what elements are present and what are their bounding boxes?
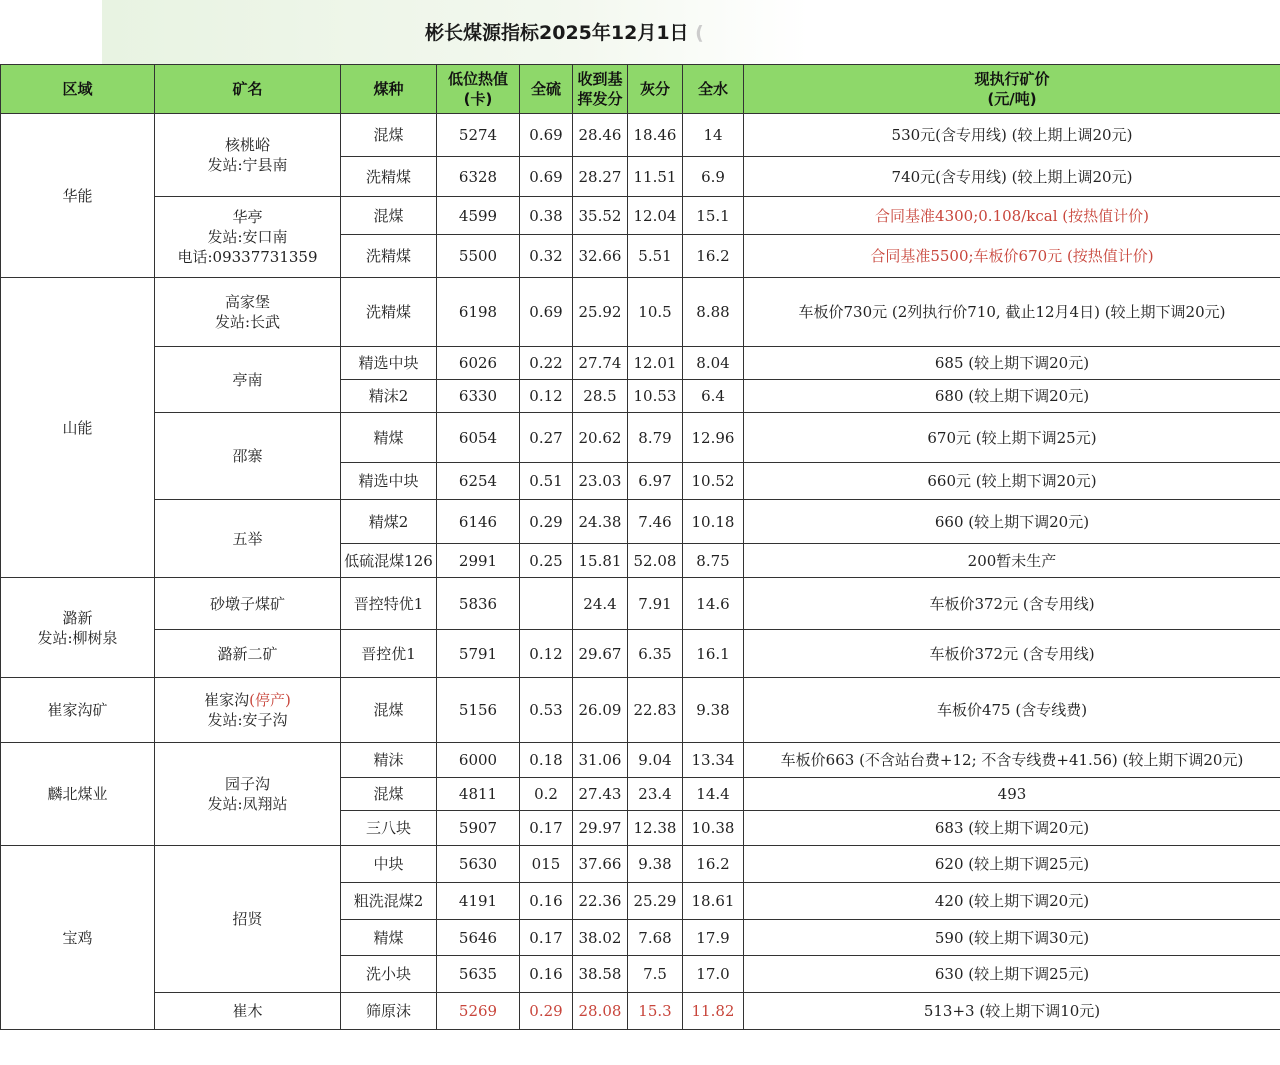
ash-cell: 25.29 [628,883,683,920]
water-cell: 14.4 [683,778,744,811]
table-row [1,500,1280,544]
heat-cell: 6026 [437,347,520,380]
table-row [1,678,1280,743]
header-price: 现执行矿价 (元/吨) [744,65,1280,114]
volatile-cell: 35.52 [573,197,628,235]
table-row [1,630,1280,678]
table-row [1,993,1280,1030]
heat-cell: 6054 [437,413,520,463]
coal-type-cell: 混煤 [341,114,437,157]
coal-index-table [0,64,1280,1030]
water-cell: 15.1 [683,197,744,235]
heat-cell: 5836 [437,578,520,630]
heat-cell: 6328 [437,157,520,197]
sulfur-cell: 0.2 [520,778,573,811]
mine-cell: 砂墩子煤矿 [155,578,341,630]
heat-cell: 5269 [437,993,520,1030]
heat-cell: 6000 [437,743,520,778]
price-cell: 590 (较上期下调30元) [744,920,1280,956]
volatile-cell: 24.38 [573,500,628,544]
sulfur-cell: 0.12 [520,380,573,413]
page-title: 彬长煤源指标2025年12月1日 ( [425,22,704,44]
mine-cell: 华亭 发站:安口南 电话:09337731359 [155,197,341,278]
volatile-cell: 28.46 [573,114,628,157]
water-cell: 8.88 [683,278,744,347]
price-cell: 合同基准4300;0.108/kcal (按热值计价) [744,197,1280,235]
water-cell: 10.38 [683,811,744,846]
footer-blank [0,1030,1280,1065]
heat-cell: 4811 [437,778,520,811]
heat-cell: 6254 [437,463,520,500]
water-cell: 12.96 [683,413,744,463]
heat-cell: 4599 [437,197,520,235]
sulfur-cell: 0.25 [520,544,573,578]
sulfur-cell: 0.29 [520,993,573,1030]
heat-cell: 6146 [437,500,520,544]
coal-type-cell: 洗精煤 [341,235,437,278]
sulfur-cell: 0.53 [520,678,573,743]
ash-cell: 6.97 [628,463,683,500]
sulfur-cell: 0.32 [520,235,573,278]
table-row [1,114,1280,157]
coal-type-cell: 三八块 [341,811,437,846]
header-volatile: 收到基 挥发分 [573,65,628,114]
price-cell: 车板价730元 (2列执行价710, 截止12月4日) (较上期下调20元) [744,278,1280,347]
region-cell: 潞新 发站:柳树泉 [1,578,155,678]
volatile-cell: 27.43 [573,778,628,811]
heat-cell: 5630 [437,846,520,883]
volatile-cell: 28.27 [573,157,628,197]
ash-cell: 9.04 [628,743,683,778]
coal-type-cell: 粗洗混煤2 [341,883,437,920]
coal-type-cell: 筛原沫 [341,993,437,1030]
sulfur-cell: 0.38 [520,197,573,235]
table-row [1,197,1280,235]
coal-type-cell: 混煤 [341,778,437,811]
ash-cell: 7.68 [628,920,683,956]
price-cell: 660 (较上期下调20元) [744,500,1280,544]
water-cell: 17.0 [683,956,744,993]
heat-cell: 5500 [437,235,520,278]
volatile-cell: 37.66 [573,846,628,883]
volatile-cell: 38.58 [573,956,628,993]
volatile-cell: 31.06 [573,743,628,778]
price-cell: 740元(含专用线) (较上期上调20元) [744,157,1280,197]
water-cell: 10.18 [683,500,744,544]
water-cell: 8.75 [683,544,744,578]
ash-cell: 8.79 [628,413,683,463]
water-cell: 8.04 [683,347,744,380]
table-row [1,846,1280,883]
coal-type-cell: 精煤 [341,920,437,956]
volatile-cell: 15.81 [573,544,628,578]
volatile-cell: 22.36 [573,883,628,920]
coal-type-cell: 低硫混煤126 [341,544,437,578]
sulfur-cell: 0.69 [520,157,573,197]
water-cell: 6.9 [683,157,744,197]
price-cell: 630 (较上期下调25元) [744,956,1280,993]
ash-cell: 6.35 [628,630,683,678]
coal-type-cell: 精沫2 [341,380,437,413]
ash-cell: 10.53 [628,380,683,413]
heat-cell: 4191 [437,883,520,920]
sulfur-cell: 0.29 [520,500,573,544]
ash-cell: 12.04 [628,197,683,235]
sulfur-cell: 0.17 [520,811,573,846]
heat-cell: 6330 [437,380,520,413]
price-cell: 合同基准5500;车板价670元 (按热值计价) [744,235,1280,278]
price-cell: 车板价372元 (含专用线) [744,578,1280,630]
water-cell: 18.61 [683,883,744,920]
price-cell: 670元 (较上期下调25元) [744,413,1280,463]
header-ash: 灰分 [628,65,683,114]
water-cell: 16.1 [683,630,744,678]
region-cell: 华能 [1,114,155,278]
table-row [1,278,1280,347]
volatile-cell: 29.67 [573,630,628,678]
coal-type-cell: 精选中块 [341,463,437,500]
header-region: 区域 [1,65,155,114]
header-water: 全水 [683,65,744,114]
mine-cell: 高家堡 发站:长武 [155,278,341,347]
sulfur-cell: 015 [520,846,573,883]
water-cell: 17.9 [683,920,744,956]
water-cell: 10.52 [683,463,744,500]
sulfur-cell: 0.16 [520,883,573,920]
heat-cell: 5635 [437,956,520,993]
ash-cell: 15.3 [628,993,683,1030]
price-cell: 685 (较上期下调20元) [744,347,1280,380]
table-row [1,743,1280,778]
header-mine: 矿名 [155,65,341,114]
coal-type-cell: 洗小块 [341,956,437,993]
coal-type-cell: 混煤 [341,197,437,235]
price-cell: 420 (较上期下调20元) [744,883,1280,920]
water-cell: 11.82 [683,993,744,1030]
coal-type-cell: 精选中块 [341,347,437,380]
sulfur-cell: 0.51 [520,463,573,500]
region-cell: 麟北煤业 [1,743,155,846]
ash-cell: 23.4 [628,778,683,811]
heat-cell: 5791 [437,630,520,678]
sulfur-cell: 0.69 [520,278,573,347]
mine-cell: 邵寨 [155,413,341,500]
mine-cell: 五举 [155,500,341,578]
sulfur-cell: 0.17 [520,920,573,956]
header-row [1,65,1280,114]
volatile-cell: 38.02 [573,920,628,956]
coal-type-cell: 精煤 [341,413,437,463]
ash-cell: 12.38 [628,811,683,846]
coal-type-cell: 晋控特优1 [341,578,437,630]
mine-cell: 核桃峪 发站:宁县南 [155,114,341,197]
coal-type-cell: 洗精煤 [341,278,437,347]
ash-cell: 10.5 [628,278,683,347]
ash-cell: 52.08 [628,544,683,578]
header-coal-type: 煤种 [341,65,437,114]
mine-cell: 园子沟 发站:凤翔站 [155,743,341,846]
price-cell: 车板价475 (含专线费) [744,678,1280,743]
price-cell: 620 (较上期下调25元) [744,846,1280,883]
table-row [1,578,1280,630]
sulfur-cell: 0.12 [520,630,573,678]
status-badge: (停产) [249,691,291,709]
region-cell: 宝鸡 [1,846,155,1030]
mine-cell: 招贤 [155,846,341,993]
sulfur-cell: 0.27 [520,413,573,463]
volatile-cell: 20.62 [573,413,628,463]
ash-cell: 7.5 [628,956,683,993]
volatile-cell: 29.97 [573,811,628,846]
heat-cell: 5156 [437,678,520,743]
ash-cell: 9.38 [628,846,683,883]
price-cell: 683 (较上期下调20元) [744,811,1280,846]
volatile-cell: 27.74 [573,347,628,380]
heat-cell: 5274 [437,114,520,157]
water-cell: 9.38 [683,678,744,743]
sulfur-cell: 0.22 [520,347,573,380]
volatile-cell: 28.5 [573,380,628,413]
coal-type-cell: 洗精煤 [341,157,437,197]
ash-cell: 7.91 [628,578,683,630]
price-cell: 200暂未生产 [744,544,1280,578]
volatile-cell: 28.08 [573,993,628,1030]
sulfur-cell: 0.18 [520,743,573,778]
ash-cell: 12.01 [628,347,683,380]
sulfur-cell: 0.16 [520,956,573,993]
sulfur-cell [520,578,573,630]
mine-cell: 崔木 [155,993,341,1030]
water-cell: 16.2 [683,846,744,883]
heat-cell: 5907 [437,811,520,846]
heat-cell: 5646 [437,920,520,956]
mine-cell: 潞新二矿 [155,630,341,678]
coal-type-cell: 精煤2 [341,500,437,544]
coal-type-cell: 混煤 [341,678,437,743]
price-cell: 680 (较上期下调20元) [744,380,1280,413]
sulfur-cell: 0.69 [520,114,573,157]
volatile-cell: 25.92 [573,278,628,347]
table-row [1,413,1280,463]
header-sulfur: 全硫 [520,65,573,114]
table-row [1,347,1280,380]
coal-type-cell: 精沫 [341,743,437,778]
ash-cell: 22.83 [628,678,683,743]
price-cell: 车板价663 (不含站台费+12; 不含专线费+41.56) (较上期下调20元) [744,743,1280,778]
price-cell: 493 [744,778,1280,811]
coal-type-cell: 晋控优1 [341,630,437,678]
price-cell: 530元(含专用线) (较上期上调20元) [744,114,1280,157]
header-heat: 低位热值 (卡) [437,65,520,114]
ash-cell: 7.46 [628,500,683,544]
ash-cell: 5.51 [628,235,683,278]
region-cell: 山能 [1,278,155,578]
price-cell: 车板价372元 (含专用线) [744,630,1280,678]
water-cell: 14 [683,114,744,157]
volatile-cell: 24.4 [573,578,628,630]
coal-type-cell: 中块 [341,846,437,883]
volatile-cell: 26.09 [573,678,628,743]
water-cell: 6.4 [683,380,744,413]
volatile-cell: 32.66 [573,235,628,278]
water-cell: 14.6 [683,578,744,630]
price-cell: 513+3 (较上期下调10元) [744,993,1280,1030]
water-cell: 13.34 [683,743,744,778]
heat-cell: 2991 [437,544,520,578]
price-cell: 660元 (较上期下调20元) [744,463,1280,500]
mine-cell: 崔家沟(停产) 发站:安子沟 [155,678,341,743]
ash-cell: 18.46 [628,114,683,157]
ash-cell: 11.51 [628,157,683,197]
heat-cell: 6198 [437,278,520,347]
mine-cell: 亭南 [155,347,341,413]
volatile-cell: 23.03 [573,463,628,500]
water-cell: 16.2 [683,235,744,278]
region-cell: 崔家沟矿 [1,678,155,743]
